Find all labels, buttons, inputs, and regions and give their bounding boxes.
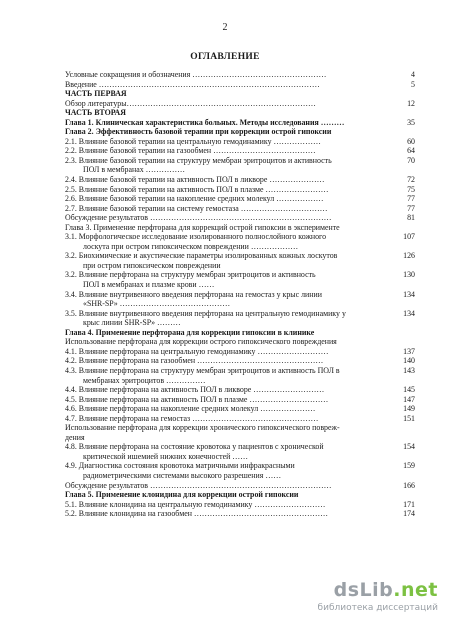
- toc-entry-page: 159: [403, 461, 415, 471]
- toc-entry-text: 4.4. Влияние перфторана на активность ПОЛ в ликворе ………………………: [65, 385, 325, 395]
- toc-entry-page: 145: [403, 385, 415, 395]
- toc-entry-text: 4.9. Диагностика состояния кровотока матричными инфракрасными: [65, 461, 295, 471]
- toc-entry: [65, 223, 415, 233]
- toc-entry-text: 4.5. Влияние перфторана на активность ПОЛ в плазме …………………………: [65, 394, 329, 404]
- toc-entry-text: ЧАСТЬ ВТОРАЯ: [65, 108, 126, 118]
- toc-entry-text: крыс линии SHR-SP» ………: [83, 318, 181, 328]
- toc-entry-text: радиометрическими системами высокого разрешения ……: [83, 470, 282, 480]
- toc-entry: [65, 213, 415, 223]
- toc-entry: [65, 137, 415, 147]
- toc-entry-text: при остром гипоксическом повреждении: [83, 260, 221, 270]
- toc-entry: [65, 481, 415, 491]
- toc-entry-page: 64: [407, 146, 415, 156]
- toc-entry: [65, 280, 415, 290]
- toc-entry: [65, 165, 415, 175]
- toc-entry-page: 72: [407, 175, 415, 185]
- toc-entry-text: 4.1. Влияние перфторана на центральную гемодинамику ………………………: [65, 346, 329, 356]
- toc-entry-text: Использование перфторана для коррекции острого гипоксического повреждения: [65, 337, 337, 347]
- toc-entry-text: 3.1. Морфологическое исследование изолированного полнослойного кожного: [65, 232, 327, 242]
- toc-entry-page: 174: [403, 509, 415, 519]
- toc-entry-text: Глава 3. Применение перфторана для коррекций острой гипоксии в эксперименте: [65, 222, 340, 232]
- toc-entry: [65, 509, 415, 519]
- toc-entry-text: 4.2. Влияние перфторана на газообмен …………………………………………: [65, 356, 324, 366]
- toc-entry-text: 2.4. Влияние базовой терапии на активность ПОЛ в ликворе …………………: [65, 175, 325, 185]
- toc-entry: [65, 118, 415, 128]
- toc-entry-text: Обсуждение результатов ……………………………………………………………: [65, 213, 332, 223]
- toc-entry-page: 77: [407, 203, 415, 213]
- toc-entry: [65, 356, 415, 366]
- toc-entry-text: 3.2. Биохимические и акустические параметры изолированных кожных лоскутов: [65, 251, 338, 261]
- toc-entry: [65, 80, 415, 90]
- toc-entry: [65, 251, 415, 261]
- watermark-logo-part2: .net: [393, 579, 438, 601]
- toc-entry-text: 5.1. Влияние клонидина на центральную гемодинамику ………………………: [65, 499, 326, 509]
- toc-entry-text: 3.2. Влияние перфторана на структуру мембран эритроцитов и активность: [65, 270, 316, 280]
- toc-entry-text: 2.2. Влияние базовой терапии на газообмен …………………………………: [65, 146, 316, 156]
- toc-entry: [65, 461, 415, 471]
- toc-entry-page: 166: [403, 480, 415, 490]
- toc-entry: [65, 290, 415, 300]
- toc-entry-text: критической ишемией нижних конечностей ……: [83, 451, 249, 461]
- toc-entry: [65, 500, 415, 510]
- toc-entry-page: 75: [407, 184, 415, 194]
- watermark-logo: [334, 579, 438, 601]
- toc-entry-text: Обзор литературы………………………………………………………………: [65, 98, 316, 108]
- watermark-subtitle: библиотека диссертаций: [317, 603, 438, 613]
- toc-entry: [65, 423, 415, 433]
- toc-entry: [65, 376, 415, 386]
- toc-entry-page: 130: [403, 270, 415, 280]
- toc-entry-page: 35: [407, 117, 415, 127]
- toc-entry: [65, 232, 415, 242]
- toc-entry: [65, 185, 415, 195]
- toc-entry: [65, 242, 415, 252]
- toc-entry-text: дения: [65, 432, 85, 442]
- table-of-contents: [65, 70, 415, 519]
- page-number: 2: [222, 22, 228, 33]
- toc-entry-text: 2.1. Влияние базовой терапии на центральную гемодинамику ………………: [65, 136, 321, 146]
- toc-entry-text: Введение …………………………………………………………………………: [65, 79, 320, 89]
- toc-entry: [65, 433, 415, 443]
- toc-entry-page: 107: [403, 232, 415, 242]
- toc-entry-page: 126: [403, 251, 415, 261]
- toc-entry: [65, 89, 415, 99]
- toc-entry-text: Глава 2. Эффективность базовой терапии при коррекции острой гипоксии: [65, 127, 332, 137]
- toc-entry-page: 171: [403, 499, 415, 509]
- toc-entry: [65, 452, 415, 462]
- toc-entry-page: 137: [403, 346, 415, 356]
- toc-entry-page: 12: [407, 98, 415, 108]
- toc-entry: [65, 471, 415, 481]
- toc-entry: [65, 146, 415, 156]
- toc-entry: [65, 414, 415, 424]
- toc-entry-text: ПОЛ в мембранах и плазме крови ……: [83, 280, 215, 290]
- toc-entry-page: 143: [403, 365, 415, 375]
- toc-entry-page: 70: [407, 155, 415, 165]
- toc-entry: [65, 366, 415, 376]
- toc-entry: [65, 70, 415, 80]
- toc-entry: [65, 328, 415, 338]
- toc-entry: [65, 156, 415, 166]
- toc-entry-text: Обсуждение результатов ……………………………………………………………: [65, 480, 332, 490]
- toc-entry: [65, 270, 415, 280]
- toc-entry-page: 149: [403, 404, 415, 414]
- toc-entry: [65, 175, 415, 185]
- toc-entry: [65, 299, 415, 309]
- toc-entry-text: «SHR-SP» ……………………………………: [83, 299, 231, 309]
- toc-entry-page: 134: [403, 289, 415, 299]
- watermark-logo-part1: dsLib: [333, 579, 394, 601]
- toc-entry: [65, 99, 415, 109]
- toc-entry-page: 140: [403, 356, 415, 366]
- toc-entry: [65, 127, 415, 137]
- toc-entry-page: 147: [403, 394, 415, 404]
- toc-entry-text: 2.6. Влияние базовой терапии на накопление средних молекул ………………: [65, 194, 324, 204]
- toc-entry: [65, 385, 415, 395]
- toc-entry-text: 2.3. Влияние базовой терапии на структуру мембран эритроцитов и активность: [65, 155, 332, 165]
- toc-entry-page: 5: [411, 79, 415, 89]
- toc-entry-page: 154: [403, 442, 415, 452]
- toc-entry-text: Глава 1. Клиническая характеристика больных. Методы исследования ………: [65, 117, 345, 127]
- toc-entry-text: Использование перфторана для коррекции хронического гипоксического повреж-: [65, 423, 340, 433]
- toc-entry-page: 77: [407, 194, 415, 204]
- toc-entry-text: 3.4. Влияние внутривенного введения перфторана на гемостаз у крыс линии: [65, 289, 322, 299]
- toc-entry: [65, 337, 415, 347]
- toc-entry: [65, 347, 415, 357]
- toc-entry: [65, 395, 415, 405]
- toc-entry-text: 4.7. Влияние перфторана на гемостаз …………………………………………: [65, 413, 319, 423]
- toc-entry-page: 81: [407, 213, 415, 223]
- toc-entry-text: Глава 5. Применение клонидина для коррекции острой гипоксии: [65, 490, 299, 500]
- toc-entry-text: 5.2. Влияние клонидина на газообмен ……………………………………………: [65, 509, 329, 519]
- toc-entry-page: 151: [403, 413, 415, 423]
- toc-entry: [65, 204, 415, 214]
- toc-entry-text: мембранах эритроцитов ……………: [83, 375, 206, 385]
- toc-entry-text: ЧАСТЬ ПЕРВАЯ: [65, 89, 127, 99]
- toc-entry-text: лоскута при остром гипоксическом повреждении ………………: [83, 241, 299, 251]
- toc-entry: [65, 261, 415, 271]
- toc-entry: [65, 194, 415, 204]
- toc-entry-text: 4.6. Влияние перфторана на накопление средних молекул …………………: [65, 404, 316, 414]
- toc-entry: [65, 309, 415, 319]
- toc-entry-text: 3.5. Влияние внутривенного введения перфторана на центральную гемодинамику у: [65, 308, 346, 318]
- toc-entry: [65, 442, 415, 452]
- toc-entry-page: 4: [411, 70, 415, 79]
- toc-title: ОГЛАВЛЕНИЕ: [190, 52, 260, 62]
- toc-entry-page: 60: [407, 136, 415, 146]
- toc-entry-text: ПОЛ в мембранах ……………: [83, 165, 186, 175]
- toc-entry-text: Глава 4. Применение перфторана для коррекции гипоксии в клинике: [65, 327, 315, 337]
- toc-entry-text: 2.7. Влияние базовой терапии на систему гемостаза ……………………………: [65, 203, 328, 213]
- toc-entry-text: 4.3. Влияние перфторана на структуру мембран эритроцитов и активность ПОЛ в: [65, 365, 340, 375]
- toc-entry-text: 4.8. Влияние перфторана на состояние кровотока у пациентов с хронической: [65, 442, 324, 452]
- toc-entry: [65, 108, 415, 118]
- toc-entry: [65, 318, 415, 328]
- toc-entry-text: 2.5. Влияние базовой терапии на активность ПОЛ в плазме ……………………: [65, 184, 329, 194]
- toc-entry: [65, 490, 415, 500]
- toc-entry-page: 134: [403, 308, 415, 318]
- toc-entry: [65, 404, 415, 414]
- toc-entry-text: Условные сокращения и обозначения ……………………………………………: [65, 70, 327, 79]
